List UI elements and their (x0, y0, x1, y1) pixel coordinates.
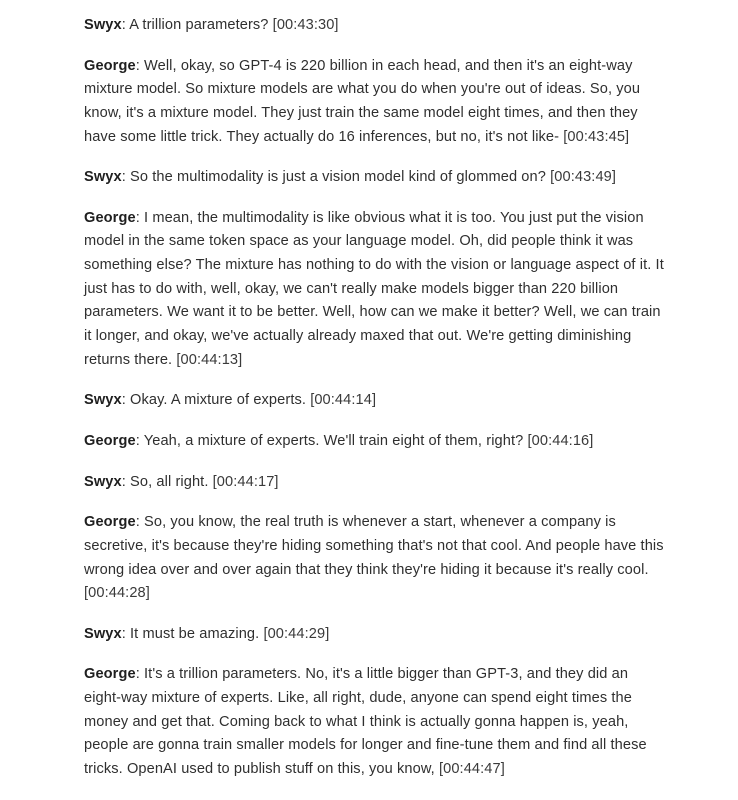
speaker-name: Swyx (84, 473, 122, 490)
turn-timestamp: [00:43:45] (563, 128, 630, 145)
speaker-name: Swyx (84, 392, 122, 409)
transcript-turn (84, 511, 664, 606)
transcript-turn (84, 55, 664, 150)
transcript-turn (84, 430, 664, 454)
speaker-separator: : (121, 625, 131, 642)
speaker-separator: : (135, 209, 145, 226)
speaker-name: Swyx (84, 169, 122, 186)
speaker-separator: : (135, 514, 145, 531)
speaker-separator: : (121, 473, 131, 490)
turn-timestamp: [00:44:29] (263, 625, 330, 642)
turn-text: Okay. A mixture of experts. (130, 392, 307, 409)
turn-timestamp: [00:44:17] (212, 473, 279, 490)
transcript-turn (84, 389, 664, 413)
speaker-name: Swyx (84, 625, 122, 642)
speaker-separator: : (121, 392, 131, 409)
turn-text: It's a trillion parameters. No, it's a little bigger than GPT-3, and they did an eight-way mixture of experts. Like, all right, dude, anyone can spend eight times the money and get that. Coming back to what I think is actually gonna happen is, yeah, people are gonna train smaller models for longer and fine-tune them and find all these tricks. OpenAI used to publish stuff on this, you know, (84, 666, 647, 778)
speaker-name: George (84, 514, 136, 531)
turn-timestamp: [00:44:16] (527, 432, 594, 449)
speaker-separator: : (135, 666, 145, 683)
speaker-separator: : (121, 17, 130, 33)
speaker-name: George (84, 432, 136, 449)
turn-text: Well, okay, so GPT-4 is 220 billion in each head, and then it's an eight-way mixture model. So mixture models are what you do when you're out of ideas. So, you know, it's a mixture model. They just train the same model eight times, and then they have some little trick. They actually do 16 inferences, but no, it's not like- (84, 57, 641, 145)
turn-text: So the multimodality is just a vision model kind of glommed on? (130, 169, 546, 186)
speaker-name: Swyx (84, 17, 122, 33)
transcript-turn (84, 623, 664, 647)
speaker-name: George (84, 666, 136, 683)
turn-timestamp: [00:43:30] (272, 17, 339, 33)
turn-timestamp: [00:44:13] (176, 351, 243, 368)
turn-text: So, you know, the real truth is whenever a start, whenever a company is secretive, it's because they're hiding something that's not that cool. And people have this wrong idea over and over again that they think they're hiding it because it's really cool. (84, 514, 664, 578)
turn-timestamp: [00:44:14] (310, 392, 377, 409)
transcript-turn (84, 166, 664, 190)
turn-text: A trillion parameters? (129, 17, 269, 33)
transcript-turn (84, 471, 664, 495)
speaker-separator: : (135, 432, 144, 449)
speaker-separator: : (121, 169, 131, 186)
speaker-name: George (84, 57, 136, 74)
transcript-turn (84, 207, 664, 372)
turn-text: So, all right. (130, 473, 209, 490)
turn-text: It must be amazing. (130, 625, 260, 642)
turn-text: Yeah, a mixture of experts. We'll train eight of them, right? (143, 432, 524, 449)
turn-timestamp: [00:44:28] (84, 585, 150, 602)
speaker-separator: : (135, 57, 145, 74)
speaker-name: George (84, 209, 136, 226)
turn-text: I mean, the multimodality is like obvious what it is too. You just put the vision model in the same token space as your language model. Oh, did people think it was something else? The mixture has nothing to do with the vision or language aspect of it. It just has to do with, well, okay, we can't really make models bigger than 220 billion parameters. We want it to be better. Well, how can we make it better? Well, we can train it longer, and okay, we've actually already maxed that out. We're getting diminishing returns there. (84, 209, 664, 368)
turn-timestamp: [00:43:49] (550, 169, 617, 186)
transcript-turn (84, 663, 664, 781)
turn-timestamp: [00:44:47] (438, 761, 505, 778)
transcript-turn (84, 14, 664, 38)
